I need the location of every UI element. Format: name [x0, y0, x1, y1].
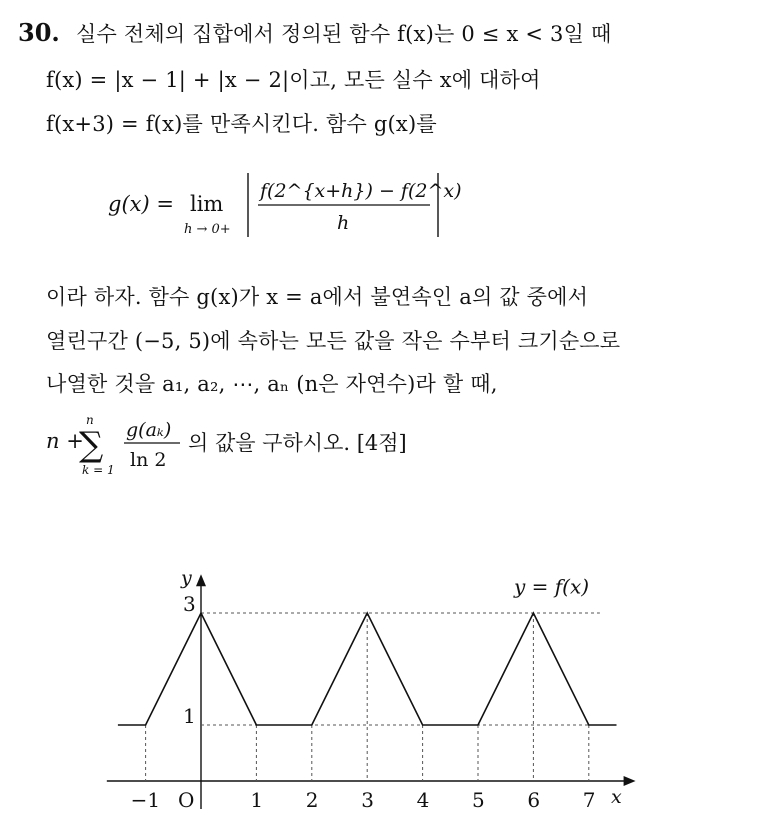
sum-lower: k = 1 [82, 463, 115, 477]
formula-lim: lim [190, 192, 224, 216]
x-tick-label: 4 [416, 788, 430, 812]
x-tick-label: 6 [527, 788, 541, 812]
x-tick-label: −1 [130, 788, 161, 812]
x-tick-label: 3 [361, 788, 374, 812]
sum-svg [46, 410, 466, 480]
problem-line-1: 실수 전체의 집합에서 정의된 함수 f(x)는 0 ≤ x < 3일 때 [76, 22, 612, 46]
formula-lim-sub: h → 0+ [184, 222, 231, 237]
problem-number: 30. [18, 18, 60, 47]
problem-line-7-suffix: 의 값을 구하시오. [4점] [188, 431, 407, 455]
problem-line-3: f(x+3) = f(x)를 만족시킨다. 함수 g(x)를 [46, 112, 437, 136]
g-definition-formula [108, 165, 468, 255]
problem-line-4: 이라 하자. 함수 g(x)가 x = a에서 불연속인 a의 값 중에서 [46, 285, 589, 309]
x-tick-label: 5 [472, 788, 485, 812]
sum-prefix: n + [46, 429, 84, 453]
x-tick-label: 1 [250, 788, 264, 812]
sum-denominator: ln 2 [130, 449, 167, 471]
x-axis-arrow [624, 776, 636, 786]
formula-lhs: g(x) = [108, 192, 174, 216]
x-axis-label: x [610, 786, 622, 808]
sum-upper: n [86, 413, 94, 427]
curve-label: y = f(x) [514, 574, 590, 599]
problem-line-2: f(x) = |x − 1| + |x − 2|이고, 모든 실수 x에 대하여 [46, 68, 541, 92]
sigma-symbol: ∑ [79, 425, 104, 465]
y-axis-arrow [196, 574, 206, 586]
x-tick-label: 2 [305, 788, 319, 812]
y-tick-label: 3 [183, 592, 196, 616]
formula-numerator: f(2^{x+h}) − f(2^x) [260, 180, 462, 202]
y-axis-label: y [181, 567, 192, 590]
sum-expression [46, 410, 466, 484]
origin-label: O [178, 788, 195, 812]
sum-numerator: g(aₖ) [126, 419, 172, 441]
x-tick-label: 7 [582, 788, 596, 812]
formula-svg [108, 165, 468, 251]
problem-line-5: 열린구간 (−5, 5)에 속하는 모든 값을 작은 수부터 크기순으로 [46, 329, 621, 353]
problem-line-6: 나열한 것을 a₁, a₂, ⋯, aₙ (n은 자연수)라 할 때, [46, 372, 498, 396]
function-graph [0, 523, 781, 813]
formula-denominator: h [337, 212, 350, 234]
y-tick-label: 1 [183, 704, 196, 728]
